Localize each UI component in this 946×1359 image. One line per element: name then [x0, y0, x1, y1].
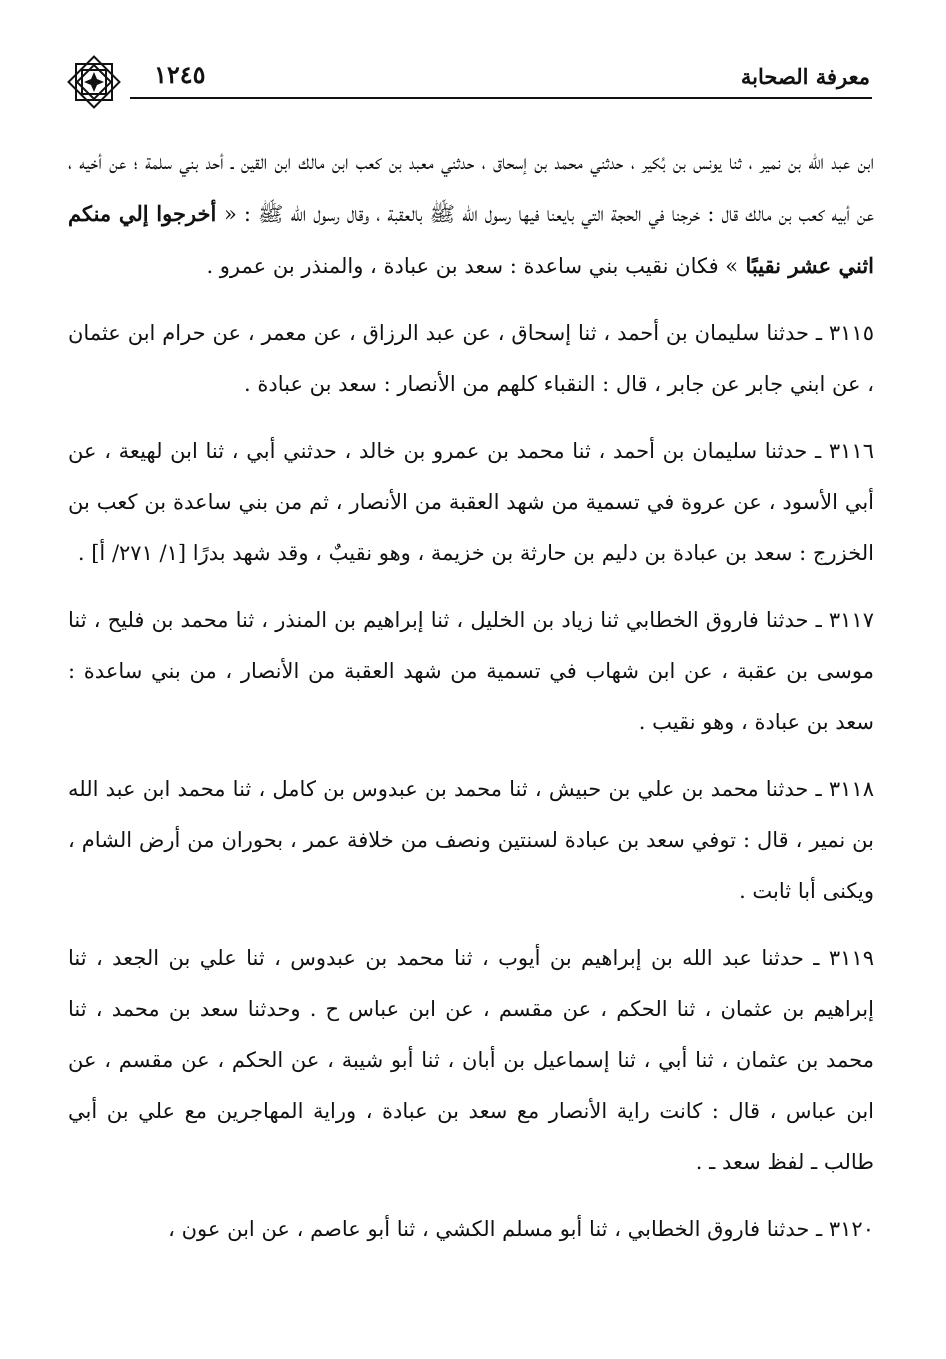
book-title: معرفة الصحابة [740, 64, 870, 89]
hadith-3118: ٣١١٨ ـ حدثنا محمد بن علي بن حبيش ، ثنا محمد بن عبدوس بن كامل ، ثنا محمد ابن عبد الله بن نمير ، قال : توفي سعد بن عبادة لسنتين ونصف من خلافة عمر ، بحوران من أرض الشام ، ويكنى أبا ثابت . [68, 777, 874, 903]
hadith-3117: ٣١١٧ ـ حدثنا فاروق الخطابي ثنا زياد بن الخليل ، ثنا إبراهيم بن المنذر ، ثنا محمد بن فليح ، ثنا موسى بن عقبة ، عن ابن شهاب في تسمية من شهد العقبة من الأنصار ، من بني ساعدة : سعد بن عبادة ، وهو نقيب . [68, 608, 874, 734]
hadith-3119: ٣١١٩ ـ حدثنا عبد الله بن إبراهيم بن أيوب ، ثنا محمد بن عبدوس ، ثنا علي بن الجعد ، ثنا إبراهيم بن عثمان ، ثنا الحكم ، عن مقسم ، عن ابن عباس ح . وحدثنا سعد بن محمد ، ثنا محمد بن عثمان ، ثنا أبي ، ثنا إسماعيل بن أبان ، ثنا أبو شيبة ، عن الحكم ، عن مقسم ، عن ابن عباس ، قال : كانت راية الأنصار مع سعد بن عبادة ، وراية المهاجرين مع علي بن أبي طالب ـ لفظ سعد ـ . [68, 946, 874, 1174]
hadith-quote: أخرجوا إلي منكم اثني عشر نقيبًا [68, 201, 874, 278]
header-rule [130, 97, 872, 99]
text-run: » فكان نقيب بني ساعدة : سعد بن عبادة ، والمنذر بن عمرو . [206, 254, 739, 278]
octagram-ornament-icon [62, 50, 126, 114]
body-text [68, 137, 874, 1271]
hadith-3120: ٣١٢٠ ـ حدثنا فاروق الخطابي ، ثنا أبو مسلم الكشي ، ثنا أبو عاصم ، عن ابن عون ، [168, 1217, 874, 1241]
running-header [62, 50, 872, 110]
page-number: ١٢٤٥ [154, 60, 206, 89]
hadith-3116: ٣١١٦ ـ حدثنا سليمان بن أحمد ، ثنا محمد بن عمرو بن خالد ، حدثني أبي ، ثنا ابن لهيعة ، عن أبي الأسود ، عن عروة في تسمية من شهد العقبة من الأنصار ، ثم من بني ساعدة بن كعب بن الخزرج : سعد بن عبادة بن دليم بن حارثة بن خزيمة ، وهو نقيبٌ ، وقد شهد بدرًا [١/ ٢٧١/ أ] . [68, 439, 874, 565]
paragraph-continuation [68, 137, 874, 292]
hadith-3115: ٣١١٥ ـ حدثنا سليمان بن أحمد ، ثنا إسحاق ، عن عبد الرزاق ، عن معمر ، عن حرام ابن عثمان ، عن ابني جابر عن جابر ، قال : النقباء كلهم من الأنصار : سعد بن عبادة . [68, 321, 874, 396]
text-run: ابن عبد الله بن نمير ، ثنا يونس بن بُكير ، حدثني محمد بن إسحاق ، حدثني معبد بن كعب ابن مالك ابن القين ـ أحد بني سلمة ؛ عن أخيه ، عن أبيه كعب بن مالك قال : خرجنا في الحجة التي بايعنا فيها رسول الله ﷺ بالعقبة ، وقال رسول الله ﷺ : « [68, 150, 874, 226]
